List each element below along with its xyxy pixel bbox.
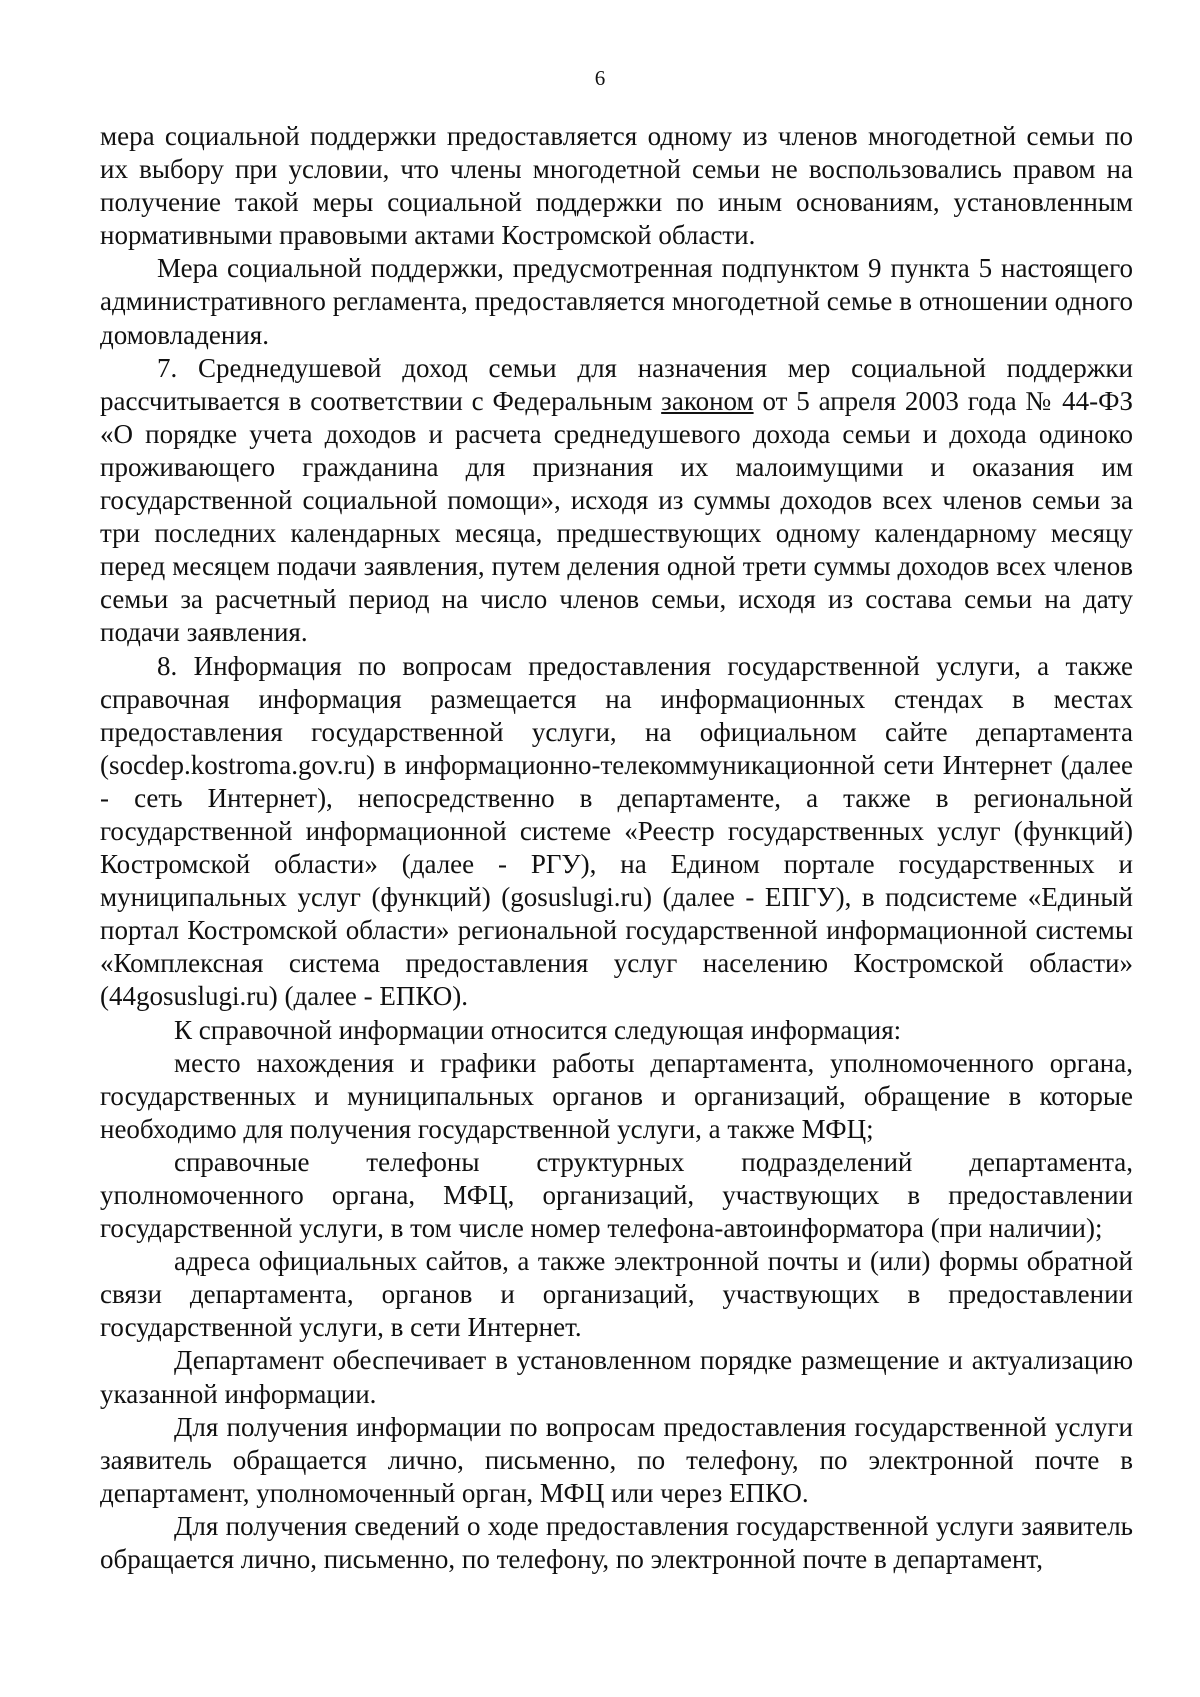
paragraph-7-text-end: от 5 апреля 2003 года № 44-ФЗ «О порядке учета доходов и расчета среднедушевого дохода семьи и дохода одиноко проживающего гражданина для признания их малоимущими и оказания им государственной социальной помощи», исходя из суммы доходов всех членов семьи за три последних календарных месяца, предшествующих одному календарному месяцу перед месяцем подачи заявления, путем деления одной трети суммы доходов всех членов семьи за расчетный период на число членов семьи, исходя из состава семьи на дату подачи заявления. <box>100 385 1133 648</box>
document-body <box>100 120 1133 1576</box>
paragraph-8-information: 8. Информация по вопросам предоставления государственной услуги, а также справочная информация размещается на информационных стендах в местах предоставления государственной услуги, на официальном сайте департамента (socdep.kostroma.gov.ru) в информационно-телекоммуникационной сети Интернет (далее - сеть Интернет), непосредственно в департаменте, а также в региональной государственной информационной системе «Реестр государственных услуг (функций) Костромской области» (далее - РГУ), на Едином портале государственных и муниципальных услуг (функций) (gosuslugi.ru) (далее - ЕПГУ), в подсистеме «Единый портал Костромской области» региональной государственной информационной системы «Комплексная система предоставления услуг населению Костромской области» (44gosuslugi.ru) (далее - ЕПКО). <box>100 650 1133 1012</box>
paragraph-7-average-income <box>100 352 1133 650</box>
page-number: 6 <box>594 66 606 90</box>
paragraph-large-family-measure: Мера социальной поддержки, предусмотренная подпунктом 9 пункта 5 настоящего административного регламента, предоставляется многодетной семье в отношении одного домовладения. <box>100 253 1133 350</box>
paragraph-continuation: мера социальной поддержки предоставляется одному из членов многодетной семьи по их выбору при условии, что члены многодетной семьи не воспользовались правом на получение такой меры социальной поддержки по иным основаниям, установленным нормативными правовыми актами Костромской области. <box>100 121 1133 251</box>
paragraph-department-updates: Департамент обеспечивает в установленном порядке размещение и актуализацию указанной информации. <box>100 1345 1133 1409</box>
paragraph-7-text-start: 7. Среднедушевой доход семьи для назначения мер социальной поддержки рассчитывается в соответствии с Федеральным <box>100 352 1133 416</box>
paragraph-service-status: Для получения сведений о ходе предоставления государственной услуги заявитель обращается лично, письменно, по телефону, по электронной почте в департамент, <box>100 1510 1133 1575</box>
list-item-phones: справочные телефоны структурных подразделений департамента, уполномоченного органа, МФЦ, организаций, участвующих в предоставлении государственной услуги, в том числе номер телефона-автоинформатора (при наличии); <box>100 1146 1133 1244</box>
list-item-websites-email: адреса официальных сайтов, а также электронной почты и (или) формы обратной связи департамента, органов и организаций, участвующих в предоставлении государственной услуги, в сети Интернет. <box>100 1246 1133 1343</box>
federal-law-link[interactable]: законом <box>661 385 754 416</box>
paragraph-reference-info-heading: К справочной информации относится следующая информация: <box>174 1014 902 1045</box>
list-item-location-schedule: место нахождения и графики работы департамента, уполномоченного органа, государственных и муниципальных органов и организаций, обращение в которые необходимо для получения государственной услуги, а также МФЦ; <box>100 1047 1133 1144</box>
paragraph-obtaining-information: Для получения информации по вопросам предоставления государственной услуги заявитель обращается лично, письменно, по телефону, по электронной почте в департамент, уполномоченный орган, МФЦ или через ЕПКО. <box>100 1411 1133 1508</box>
